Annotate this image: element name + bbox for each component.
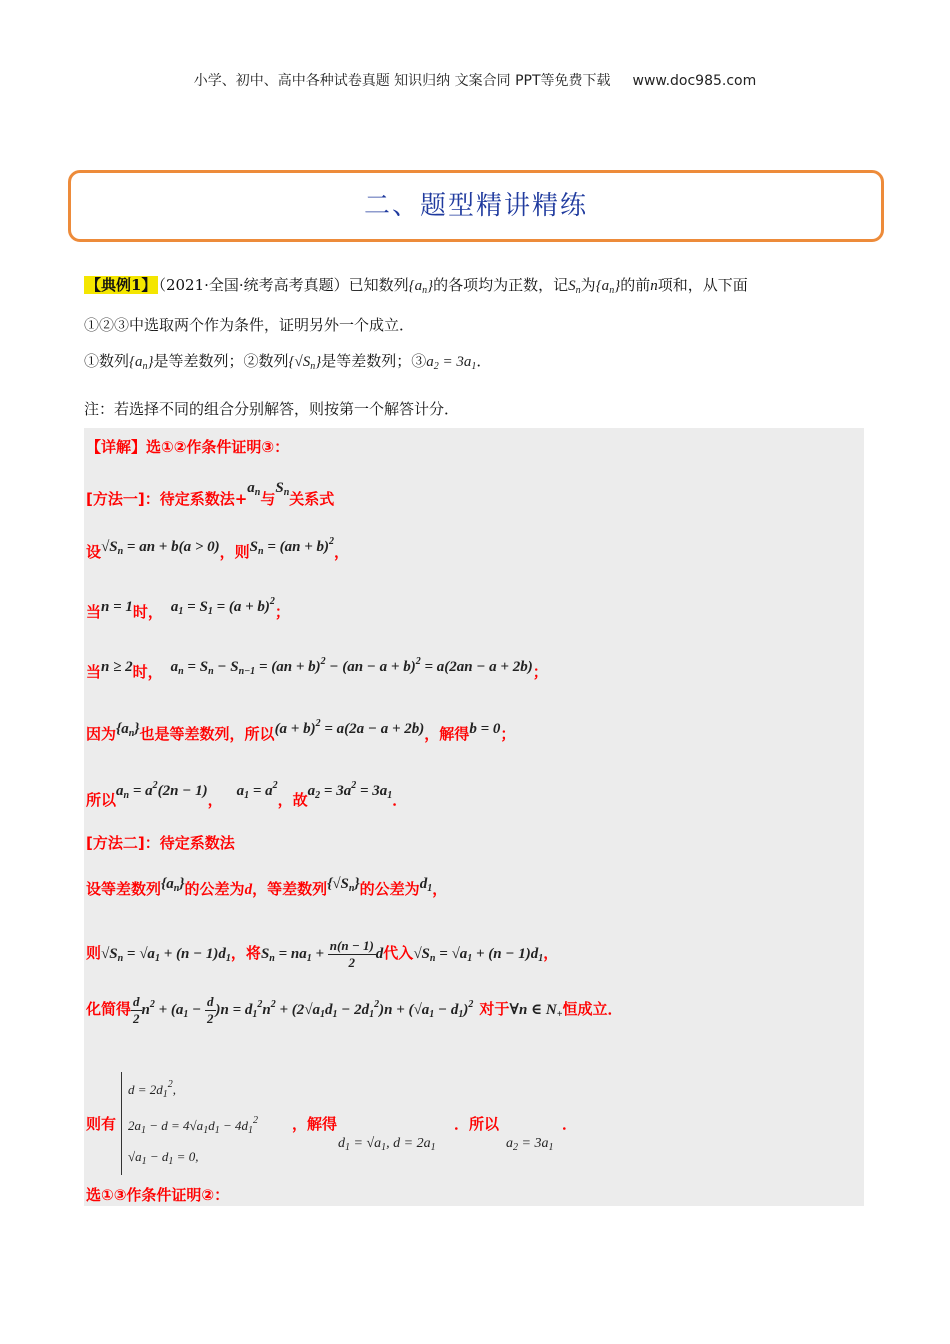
- solution-heading: 【详解】选①②作条件证明③：: [86, 438, 290, 456]
- solution-line: [86, 718, 515, 744]
- solution-line: [86, 938, 558, 971]
- solution-text: ，将: [230, 943, 261, 962]
- solution-text: ．: [562, 1115, 578, 1133]
- solution-text: 也是等差数列，所以: [139, 725, 275, 743]
- solution-text: ，等差数列: [252, 880, 328, 898]
- example-text: ．: [476, 352, 492, 370]
- section-title: 二、题型精讲精练: [363, 191, 588, 221]
- math-expr: $a_n = a^2(2n - 1)$: [116, 780, 208, 801]
- solution-text: 则有: [86, 1115, 117, 1133]
- math-expr: n = 1: [101, 599, 133, 615]
- method1-title-text: 与: [260, 490, 276, 508]
- solution-line: [86, 780, 407, 810]
- solution-text: 对于: [479, 999, 510, 1018]
- example-note: 注：若选择不同的组合分别解答，则按第一个解答计分．: [84, 400, 460, 418]
- example-text: 的前: [620, 276, 651, 294]
- solution-text: ，解得: [424, 725, 470, 743]
- header-url[interactable]: www.doc985.com: [632, 73, 757, 89]
- math-expr: $(a + b)^2 = a(2a - a + 2b)$: [274, 718, 425, 737]
- solution-text: ；: [274, 603, 290, 621]
- solution-text: ．: [392, 791, 408, 809]
- math-an-seq: $\{a_n\}$: [408, 278, 434, 296]
- math-sn: $S_n$: [275, 480, 290, 498]
- math-expr: $d_1$: [419, 876, 433, 894]
- example-text: 项和，从下面: [657, 276, 748, 294]
- solution-line: [86, 1113, 116, 1134]
- example-text: ①数列: [84, 352, 130, 370]
- math-sn: $S_n$: [568, 278, 581, 296]
- math-system: $d = 2d_1^2$, $2a_1 - d = 4√a_1d_1 - 4d_1^2$ $√a_1 - d_1 = 0$,: [121, 1072, 258, 1175]
- math-expr: $a_1 = S_1 = (a + b)^2$: [170, 596, 275, 617]
- solution-text: 所以: [86, 791, 117, 809]
- math-expr: $d_1 = √a_1$, $d = 2a_1$: [338, 1136, 436, 1153]
- method1-title-text: [方法一]：待定系数法+: [86, 490, 248, 508]
- next-heading: 选①③作条件证明②：: [86, 1186, 230, 1204]
- math-sqrt-sn-seq: $\{√S_n\}$: [327, 876, 360, 894]
- solution-text: 设等差数列: [86, 880, 162, 898]
- example-line-1: [84, 274, 748, 302]
- solution-text: 设: [86, 543, 102, 561]
- solution-text: 时，: [132, 603, 163, 621]
- solution-text: ；: [500, 725, 516, 743]
- example-text: n: [650, 278, 658, 294]
- solution-line: [86, 536, 349, 562]
- example-text: 是等差数列；②数列: [153, 352, 289, 370]
- solution-text: 因为: [86, 725, 117, 743]
- solution-text: ，: [432, 880, 448, 898]
- solution-text: 则: [86, 943, 102, 962]
- solution-text: ，故: [277, 791, 308, 809]
- method2-title: [方法二]：待定系数法: [86, 834, 235, 852]
- math-expr: $S_n = na_1$ + $\frac{n(n - 1)}{2}$ d: [260, 938, 384, 970]
- math-sqrt-sn-seq: $\{√S_n\}$: [288, 354, 322, 372]
- site-header: [0, 70, 950, 90]
- solution-text: 的公差为: [184, 880, 245, 898]
- section-title-box: [68, 170, 884, 242]
- math-an-seq: $\{a_n\}$: [129, 354, 154, 372]
- math-expr: $a_1 = a^2$: [236, 780, 278, 801]
- math-expr: $a_2 = 3a^2 = 3a_1$: [307, 780, 393, 801]
- solution-line: [454, 1113, 499, 1134]
- method1-title-text: 关系式: [289, 490, 335, 508]
- math-expr: ∀n ∈ $N_+$: [509, 1001, 563, 1020]
- solution-text: 当: [86, 603, 102, 621]
- header-text: 小学、初中、高中各种试卷真题 知识归纳 文案合同 PPT等免费下载: [193, 73, 611, 89]
- solution-text: 化简得: [86, 999, 132, 1018]
- solution-text: d: [244, 882, 253, 898]
- solution-text: ，解得: [292, 1115, 338, 1133]
- solution-line: [86, 876, 447, 899]
- math-an-seq: $\{a_n\}$: [595, 278, 621, 296]
- solution-text: 恒成立．: [562, 999, 623, 1018]
- solution-text: ，: [334, 543, 350, 561]
- solution-line: [86, 596, 290, 622]
- solution-text: 当: [86, 663, 102, 681]
- solution-text: ，: [207, 791, 223, 809]
- math-expr: $√S_n = √a_1 + (n - 1)d_1$: [101, 945, 231, 964]
- solution-text: ；: [532, 663, 548, 681]
- math-expr: $√S_n = √a_1 + (n - 1)d_1$: [413, 945, 544, 964]
- math-expr: $S_n = (an + b)^2$: [249, 536, 334, 557]
- solution-text: ，则: [219, 543, 250, 561]
- math-expr: n ≥ 2: [101, 659, 133, 675]
- math-expr: $\frac{d}{2}$ $n^2 + (a_1$ − $\frac{d}{2}$ )$n = d_1^2n^2 + (2√a_1d_1 - 2d_1^2)n + (√a_1 - d_1)^2$: [133, 994, 474, 1026]
- example-source: （2021·全国·统考高考真题）已知数列: [158, 276, 409, 294]
- solution-line: [86, 656, 548, 682]
- example-text: 是等差数列；③: [321, 352, 427, 370]
- example-text: 的各项均为正数，记: [433, 276, 569, 294]
- solution-text: 时，: [132, 663, 163, 681]
- example-text: 为: [580, 276, 596, 294]
- math-a2-eq: $a_2 = 3a_1$: [426, 354, 477, 372]
- solution-text: 代入: [383, 943, 414, 962]
- solution-line: [292, 1113, 337, 1134]
- math-an-seq: $\{a_n\}$: [116, 721, 140, 739]
- example-line-3: [84, 350, 491, 378]
- math-expr: $a_2 = 3a_1$: [506, 1136, 554, 1153]
- math-expr: $√S_n$ = an + b(a > 0): [101, 539, 220, 557]
- solution-text: ．所以: [454, 1115, 500, 1133]
- solution-line: [86, 994, 622, 1027]
- math-expr: b = 0: [469, 721, 501, 737]
- math-expr: $a_n = S_n - S_{n-1} = (an + b)^2 - (an - a + b)^2 = a(2an - a + 2b)$: [170, 656, 533, 677]
- solution-text: ，: [543, 943, 559, 962]
- example-line-2: ①②③中选取两个作为条件，证明另外一个成立．: [84, 316, 415, 334]
- math-an: $a_n$: [247, 480, 261, 498]
- solution-text: 的公差为: [359, 880, 420, 898]
- method1-title: [86, 480, 334, 509]
- math-an-seq: $\{a_n\}$: [161, 876, 185, 894]
- example-label: 【典例1】: [86, 276, 157, 294]
